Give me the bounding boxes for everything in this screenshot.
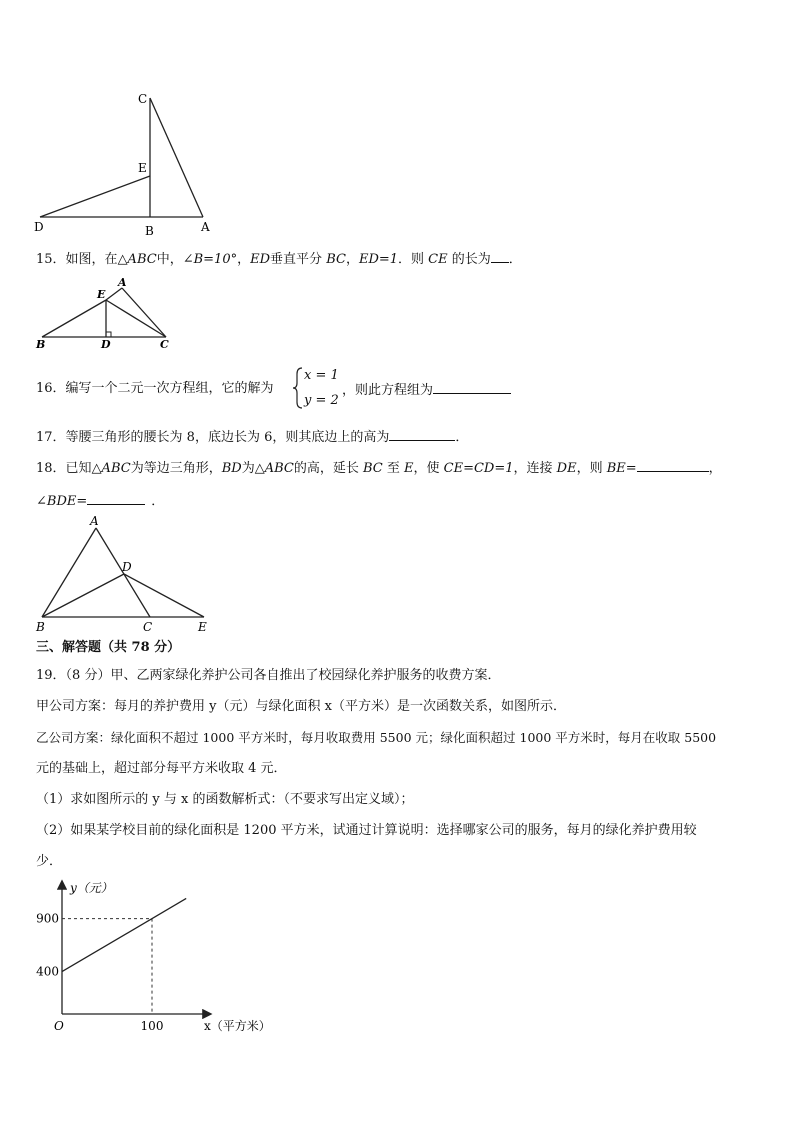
q16-answer-blank[interactable]: [433, 381, 511, 394]
q15-text-7: 的长为: [447, 252, 491, 267]
segment-ab: [42, 528, 96, 617]
label-d: D: [34, 220, 44, 234]
q18-text-7: ，连接: [513, 461, 557, 476]
segment-de: [40, 176, 150, 217]
q15-text-2: 中，: [156, 252, 183, 267]
question-16: [36, 381, 274, 397]
q18-text-5: 至: [382, 461, 405, 476]
q15-text-1: 如图，在: [65, 252, 118, 267]
section-3-heading: 三、解答题（共 78 分）: [36, 640, 181, 655]
label-a: A: [201, 220, 210, 234]
x-axis-label: x（平方米）: [204, 1019, 271, 1033]
q18-triangle-2: △ABC: [254, 461, 294, 476]
right-angle-mark: [106, 332, 111, 337]
q15-ed: ED: [250, 252, 271, 267]
q18-e: E: [404, 461, 414, 476]
q16-text-1: 编写一个二元一次方程组，它的解为: [65, 381, 274, 396]
label-b: B: [36, 338, 46, 350]
y-tick-label: 400: [36, 964, 59, 979]
question-15: [36, 250, 522, 268]
q18-bc: BC: [363, 461, 383, 476]
q19-line-5: （1）求如图所示的 y 与 x 的函数解析式：（不要求写出定义域）；: [36, 792, 414, 807]
label-a: A: [118, 276, 127, 289]
segment-ec: [106, 300, 166, 337]
y-tick-label: 900: [36, 911, 59, 926]
segment-ac: [122, 288, 166, 337]
q15-ce: CE: [428, 252, 448, 267]
q15-text-8: ．: [508, 252, 522, 267]
label-c: C: [138, 92, 148, 106]
q16-number: 16．: [36, 381, 66, 396]
q16-equation-2: y = 2: [304, 393, 339, 408]
q18-text-8: ，则: [576, 461, 607, 476]
q15-text-4: 垂直平分: [270, 252, 327, 267]
label-c: C: [143, 620, 153, 634]
segment-ca: [150, 98, 203, 217]
q18-triangle: △ABC: [91, 461, 131, 476]
label-b: B: [36, 620, 45, 634]
q15-ed-value: ED=1: [358, 252, 399, 267]
q18-answer-blank-2[interactable]: [87, 492, 145, 505]
label-d: D: [101, 338, 111, 350]
q16-tail: [342, 381, 511, 399]
q18-text-10: ．: [151, 494, 165, 509]
q19-line-2: 甲公司方案：每月的养护费用 y（元）与绿化面积 x（平方米）是一次函数关系，如图所示．: [36, 699, 566, 714]
q19-line-3: 乙公司方案：绿化面积不超过 1000 平方米时，每月收取费用 5500 元；绿化面积超过 1000 平方米时，每月在收取 5500: [36, 730, 717, 745]
q17-tail: ．: [455, 430, 469, 445]
q19-line-4: 元的基础上，超过部分每平方米收取 4 元．: [36, 761, 287, 776]
q18-bd: BD: [221, 461, 242, 476]
q18-de: DE: [556, 461, 577, 476]
segment-de: [124, 574, 204, 617]
q18-text-4: 的高，延长: [293, 461, 363, 476]
segment-ea: [106, 288, 122, 300]
q15-text-5: ，: [345, 252, 359, 267]
q18-text-9: ，: [708, 461, 722, 476]
y-axis-label: y（元）: [70, 881, 113, 895]
q15-angle: ∠B=10°: [182, 252, 238, 267]
q15-bc: BC: [326, 252, 346, 267]
q19-line-7: 少．: [36, 854, 63, 869]
q18-answer-blank-1[interactable]: [637, 459, 709, 472]
q18-number: 18．: [36, 461, 66, 476]
q15-text-6: ．则: [398, 252, 429, 267]
label-c: C: [160, 338, 169, 350]
question-18-line-1: [36, 459, 722, 477]
q19-line-6: （2）如果某学校目前的绿化面积是 1200 平方米，试通过计算说明：选择哪家公司的服务，每月的绿化养护费用较: [36, 823, 697, 838]
q16-brace: [292, 366, 304, 410]
question-18-line-2: [36, 492, 164, 510]
label-e: E: [138, 161, 147, 175]
q16-equation-1: x = 1: [304, 368, 339, 383]
q18-angle: ∠BDE=: [36, 494, 88, 509]
figure-q18: [32, 512, 217, 637]
label-b: B: [145, 224, 154, 238]
q18-text-2: 为等边三角形，: [130, 461, 222, 476]
q16-text-2: ，则此方程组为: [342, 383, 434, 398]
label-a: A: [90, 514, 99, 528]
q15-triangle: △ABC: [117, 252, 157, 267]
q15-number: 15．: [36, 252, 66, 267]
q18-text-3: 为: [241, 461, 255, 476]
q19-chart: [30, 872, 290, 1042]
q15-answer-blank[interactable]: [491, 250, 509, 263]
q18-text-6: ，使: [413, 461, 444, 476]
series-line: [62, 898, 186, 971]
label-e: E: [198, 620, 207, 634]
label-e: E: [97, 288, 106, 301]
segment-be: [42, 300, 106, 337]
q17-text: 17．等腰三角形的腰长为 8，底边长为 6，则其底边上的高为: [36, 430, 390, 445]
q15-text-3: ，: [237, 252, 251, 267]
q18-ce-cd: CE=CD=1: [443, 461, 514, 476]
q19-line-1: 19．（8 分）甲、乙两家绿化养护公司各自推出了校园绿化养护服务的收费方案．: [36, 668, 501, 683]
figure-q14: [30, 88, 220, 238]
question-17: [36, 428, 468, 446]
label-d: D: [122, 560, 132, 574]
q18-text-1: 已知: [65, 461, 92, 476]
x-tick-label: 100: [140, 1019, 164, 1033]
origin-label: O: [54, 1019, 64, 1033]
q18-be: BE=: [606, 461, 637, 476]
figure-q15: [32, 275, 182, 350]
q17-answer-blank[interactable]: [389, 428, 455, 441]
